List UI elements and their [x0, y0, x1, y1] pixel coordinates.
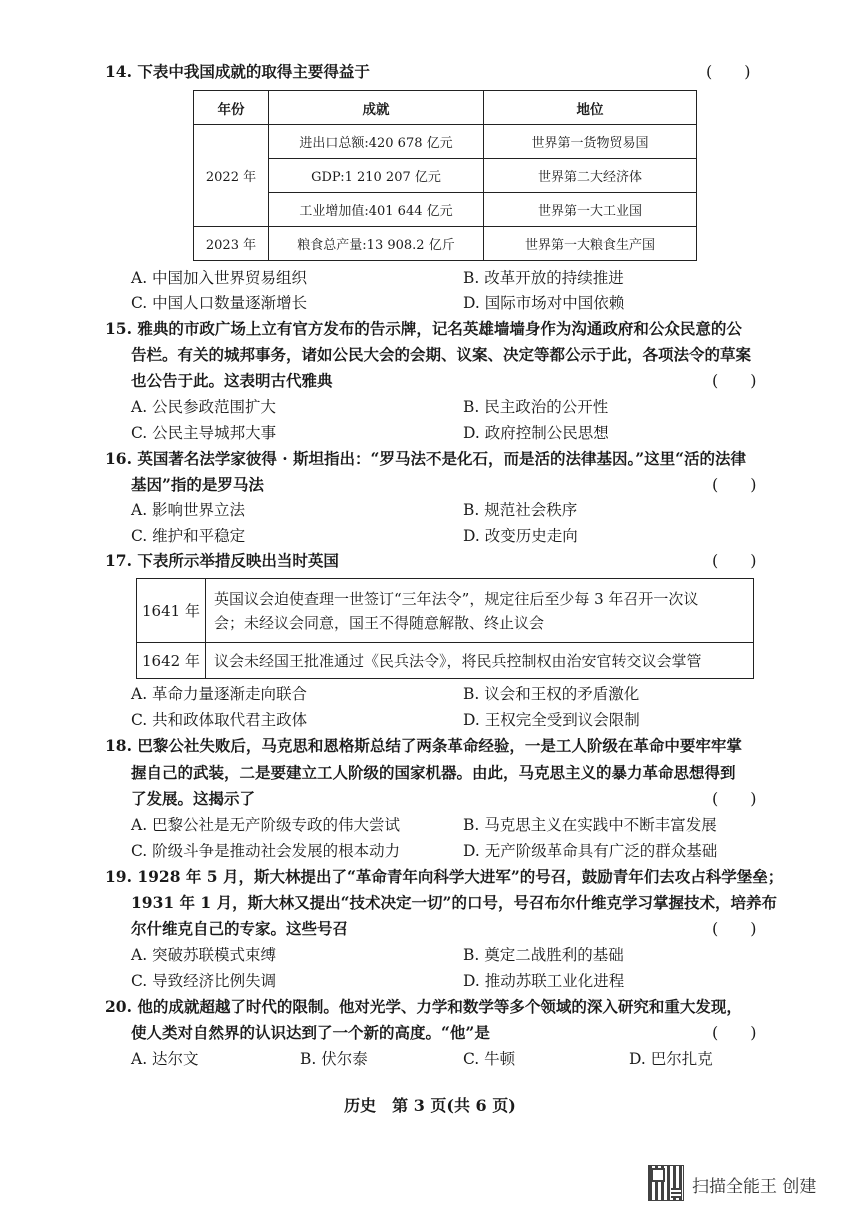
q20-option-d[interactable]: D. 巴尔扎克	[629, 1050, 713, 1068]
q16-option-d[interactable]: D. 改变历史走向	[463, 527, 578, 545]
q18-stem-line: 握自己的武装，二是要建立工人阶级的国家机器。由此，马克思主义的暴力革命思想得到	[131, 763, 736, 782]
q14-option-d[interactable]: D. 国际市场对中国依赖	[463, 294, 625, 312]
q19-option-d[interactable]: D. 推动苏联工业化进程	[463, 972, 625, 990]
scanner-watermark: 扫描全能王 创建	[692, 1177, 817, 1197]
q20-option-a[interactable]: A. 达尔文	[131, 1050, 199, 1068]
q17-stem: 17. 下表所示举措反映出当时英国	[105, 551, 339, 570]
q16-option-c[interactable]: C. 维护和平稳定	[131, 527, 246, 545]
q14-achievement: 粮食总产量:13 908.2 亿斤	[269, 227, 484, 261]
q19-option-c[interactable]: C. 导致经济比例失调	[131, 972, 277, 990]
q20-option-b[interactable]: B. 伏尔泰	[300, 1050, 368, 1068]
q20-stem-line: 20. 他的成就超越了时代的限制。他对光学、力学和数学等多个领域的深入研究和重大发现，	[105, 997, 742, 1016]
q18-stem-line: 18. 巴黎公社失败后，马克思和恩格斯总结了两条革命经验，一是工人阶级在革命中要牢牢掌	[105, 736, 742, 755]
q14-year-2023: 2023 年	[194, 227, 269, 261]
q14-option-b[interactable]: B. 改革开放的持续推进	[463, 269, 624, 287]
q17-measure-1642	[206, 643, 754, 679]
q17-answer-paren: ( )	[712, 551, 757, 570]
q17-year-1642: 1642 年	[137, 643, 206, 679]
q14-year-2022: 2022 年	[194, 125, 269, 227]
q19-option-a[interactable]: A. 突破苏联模式束缚	[131, 946, 277, 964]
q16-stem-line: 16. 英国著名法学家彼得 · 斯坦指出：“罗马法不是化石，而是活的法律基因。”这里“活的法律	[105, 449, 747, 468]
q15-option-c[interactable]: C. 公民主导城邦大事	[131, 424, 277, 442]
q14-status: 世界第一大粮食生产国	[484, 227, 697, 261]
q15-option-a[interactable]: A. 公民参政范围扩大	[131, 398, 277, 416]
q14-status: 世界第一大工业国	[484, 193, 697, 227]
q15-option-d[interactable]: D. 政府控制公民思想	[463, 424, 609, 442]
q20-option-c[interactable]: C. 牛顿	[463, 1050, 516, 1068]
q17-option-a[interactable]: A. 革命力量逐渐走向联合	[131, 685, 308, 703]
q15-stem-line: 15. 雅典的市政广场上立有官方发布的告示牌，记名英雄墙墙身作为沟通政府和公众民意的公	[105, 319, 742, 338]
q17-measure-line: 英国议会迫使查理一世签订“三年法令”，规定往后至少每 3 年召开一次议	[214, 589, 699, 608]
q19-option-b[interactable]: B. 奠定二战胜利的基础	[463, 946, 624, 964]
q15-stem-line: 也公告于此。这表明古代雅典	[131, 371, 333, 390]
q14-header-achievement: 成就	[269, 91, 484, 125]
q15-stem-line: 告栏。有关的城邦事务，诸如公民大会的会期、议案、决定等都公示于此，各项法令的草案	[131, 345, 752, 364]
q16-answer-paren: ( )	[712, 475, 757, 494]
q17-measure-1641	[206, 579, 754, 643]
q18-option-a[interactable]: A. 巴黎公社是无产阶级专政的伟大尝试	[131, 816, 401, 834]
q14-stem: 14. 下表中我国成就的取得主要得益于	[105, 62, 370, 81]
q14-header-year: 年份	[194, 91, 269, 125]
q17-measure-line: 议会未经国王批准通过《民兵法令》，将民兵控制权由治安官转交议会掌管	[214, 651, 702, 670]
q17-option-c[interactable]: C. 共和政体取代君主政体	[131, 711, 308, 729]
q19-answer-paren: ( )	[712, 919, 757, 938]
q14-header-status: 地位	[484, 91, 697, 125]
q16-option-b[interactable]: B. 规范社会秩序	[463, 501, 578, 519]
q18-option-c[interactable]: C. 阶级斗争是推动社会发展的根本动力	[131, 842, 401, 860]
q14-achievement: GDP:1 210 207 亿元	[269, 159, 484, 193]
q19-stem-line: 19. 1928 年 5 月，斯大林提出了“革命青年向科学大进军”的号召，鼓励青年们去攻占科学堡垒；	[105, 867, 784, 886]
q18-option-d[interactable]: D. 无产阶级革命具有广泛的群众基础	[463, 842, 718, 860]
q14-table	[193, 90, 697, 261]
q17-table	[136, 578, 754, 679]
q17-option-b[interactable]: B. 议会和王权的矛盾激化	[463, 685, 640, 703]
q16-option-a[interactable]: A. 影响世界立法	[131, 501, 246, 519]
q15-answer-paren: ( )	[712, 371, 757, 390]
q14-achievement: 进出口总额:420 678 亿元	[269, 125, 484, 159]
page-footer: 历史 第 3 页(共 6 页)	[344, 1096, 516, 1115]
q18-stem-line: 了发展。这揭示了	[131, 789, 256, 808]
q17-measure-line: 会；未经议会同意，国王不得随意解散、终止议会	[214, 613, 545, 632]
q14-achievement: 工业增加值:401 644 亿元	[269, 193, 484, 227]
q14-status: 世界第一货物贸易国	[484, 125, 697, 159]
q14-answer-paren: ( )	[706, 62, 751, 81]
q20-stem-line: 使人类对自然界的认识达到了一个新的高度。“他”是	[131, 1023, 490, 1042]
q17-option-d[interactable]: D. 王权完全受到议会限制	[463, 711, 640, 729]
q18-option-b[interactable]: B. 马克思主义在实践中不断丰富发展	[463, 816, 717, 834]
qr-code-icon	[648, 1165, 684, 1201]
q14-status: 世界第二大经济体	[484, 159, 697, 193]
q19-stem-line: 尔什维克自己的专家。这些号召	[131, 919, 349, 938]
q18-answer-paren: ( )	[712, 789, 757, 808]
q19-stem-line: 1931 年 1 月，斯大林又提出“技术决定一切”的口号，号召布尔什维克学习掌握技术，培养布	[131, 893, 777, 912]
q20-answer-paren: ( )	[712, 1023, 757, 1042]
q16-stem-line: 基因”指的是罗马法	[131, 475, 264, 494]
q14-option-c[interactable]: C. 中国人口数量逐渐增长	[131, 294, 308, 312]
q14-option-a[interactable]: A. 中国加入世界贸易组织	[131, 269, 308, 287]
q15-option-b[interactable]: B. 民主政治的公开性	[463, 398, 609, 416]
q17-year-1641: 1641 年	[137, 579, 206, 643]
